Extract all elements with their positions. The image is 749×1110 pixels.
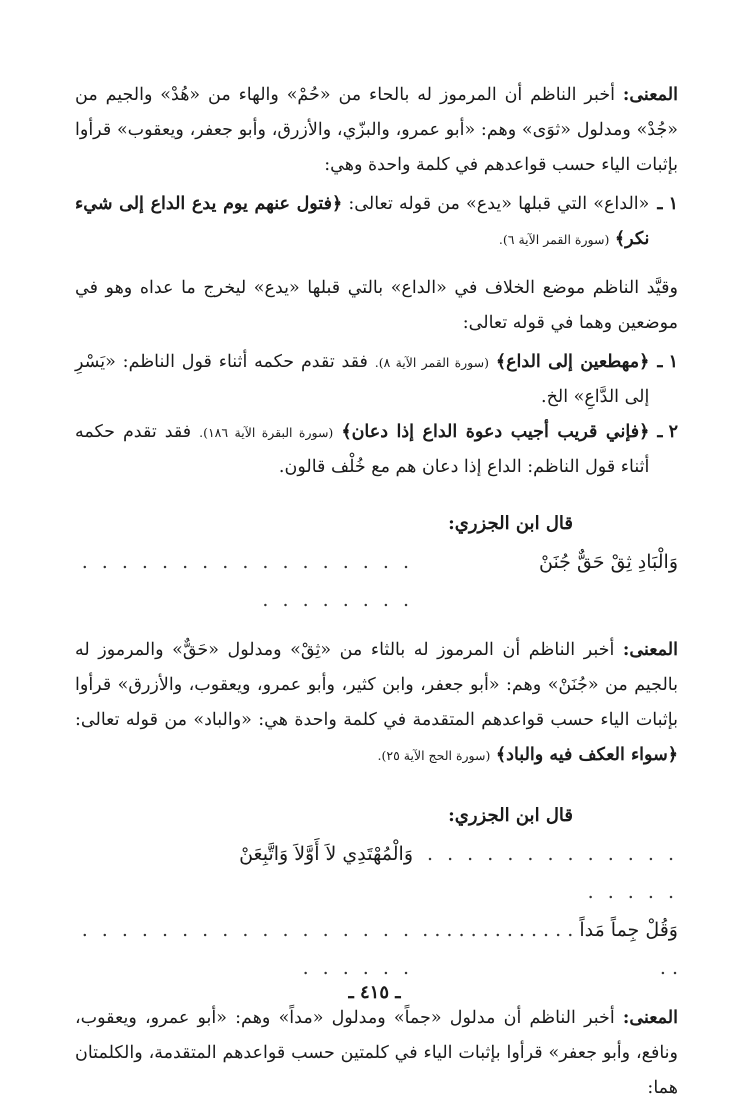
poem-hemistich: وَالْبَادِ ثِقْ حَقٌّ جُنَنْ xyxy=(538,551,678,573)
page-number: ـ ٤١٥ ـ xyxy=(348,982,401,1003)
item-text: فقد تقدم حكمه أثناء قول الناظم: الداع إذا دعان هم مع خُلْف قالون. xyxy=(75,422,650,477)
paragraph-restriction xyxy=(75,271,678,341)
item-body xyxy=(75,187,649,257)
paragraph-meaning-2 xyxy=(75,633,678,773)
poem-hemistich: وَالْمُهْتَدِي لاَ أَوَّلاَ وَاتَّبِعَنْ xyxy=(239,843,413,865)
item-text: فقد تقدم حكمه أثناء قول الناظم: «يَسْرِ إلى الدَّاعِ» الخ. xyxy=(75,352,650,407)
item-number: ١ ـ xyxy=(657,194,678,214)
poem-line xyxy=(75,543,678,619)
quran-verse: ﴿فإني قريب أجيب دعوة الداع إذا دعان﴾ xyxy=(341,422,650,442)
meaning-label: المعنى: xyxy=(622,1008,678,1028)
paragraph-text: أخبر الناظم أن مدلول «جماً» ومدلول «مداً» وهم: «أبو عمرو، ويعقوب، ونافع، وأبو جعفر» قرأوا بإثبات الياء في كلمتين حسب قواعدهم المتقدمة، والكلمتان هما: xyxy=(75,1008,678,1098)
verse-reference: (سورة البقرة الآية ١٨٦). xyxy=(199,425,334,440)
page-body xyxy=(75,78,678,1110)
poem-line xyxy=(75,835,678,911)
list-item xyxy=(75,345,678,415)
poem-dots: . . . . . . . . . . . . . . . . . . . . . . . xyxy=(81,919,413,979)
item-body xyxy=(75,415,649,485)
list-item xyxy=(75,187,678,257)
item-number: ٢ ـ xyxy=(657,422,678,442)
paragraph-text: أخبر الناظم أن المرموز له بالحاء من «حُمْ» والهاء من «هُدْ» والجيم من «جُدْ» ومدلول «ثوَى» وهم: «أبو عمرو، والبزّي، والأزرق، وأبو جعفر، ويعقوب» قرأوا بإثبات الياء حسب قواعدهم في كلمة واحدة وهي: xyxy=(75,85,678,175)
poem-text: وَقُلْ جِماً مَداً xyxy=(579,919,678,941)
meaning-label: المعنى: xyxy=(622,85,678,105)
poem-dots: . . . . . . . . . . . . . . . . . . . . . . . . . xyxy=(81,551,413,611)
paragraph-meaning-3 xyxy=(75,1001,678,1106)
quran-verse: ﴿سواء العكف فيه والباد﴾ xyxy=(495,745,678,765)
paragraph-text: وقيَّد الناظم موضع الخلاف في «الداع» بالتي قبلها «يدع» ليخرج ما عداه وهو في موضعين وهما في قوله تعالى: xyxy=(75,278,678,333)
section-heading: قال ابن الجزري: xyxy=(448,805,573,826)
quran-verse: ﴿فتول عنهم يوم يدع الداع إلى شيء نكر﴾ xyxy=(75,194,650,249)
poem-line xyxy=(75,911,678,987)
poem-hemistich xyxy=(413,911,678,987)
meaning-label: المعنى: xyxy=(622,640,678,660)
poem-dots: . . . . . . . . . . . . . . . . . . xyxy=(427,843,678,903)
list-item xyxy=(75,415,678,485)
item-body xyxy=(75,345,649,415)
item-number: ١ ـ xyxy=(657,352,678,372)
verse-reference: (سورة القمر الآية ٨). xyxy=(374,355,489,370)
quran-verse: ﴿مهطعين إلى الداع﴾ xyxy=(495,352,650,372)
verse-reference: (سورة القمر الآية ٦). xyxy=(498,232,610,247)
poem-dots: . . . . . . . . . . . . . . . xyxy=(422,919,678,979)
item-text: «الداع» التي قبلها «يدع» من قوله تعالى: xyxy=(348,194,650,214)
paragraph-meaning-1 xyxy=(75,78,678,183)
verse-reference: (سورة الحج الآية ٢٥). xyxy=(377,748,491,763)
paragraph-text: أخبر الناظم أن المرموز له بالثاء من «ثِقْ» ومدلول «حَقٌّ» والمرموز له بالجيم من «جُنَنْ» وهم: «أبو جعفر، وابن كثير، وأبو عمرو، ويعقوب، والأزرق» قرأوا بإثبات الياء حسب قواعدهم المتقدمة في كلمة واحدة هي: «والباد» من قوله تعالى: xyxy=(75,640,678,730)
section-heading: قال ابن الجزري: xyxy=(448,513,573,534)
